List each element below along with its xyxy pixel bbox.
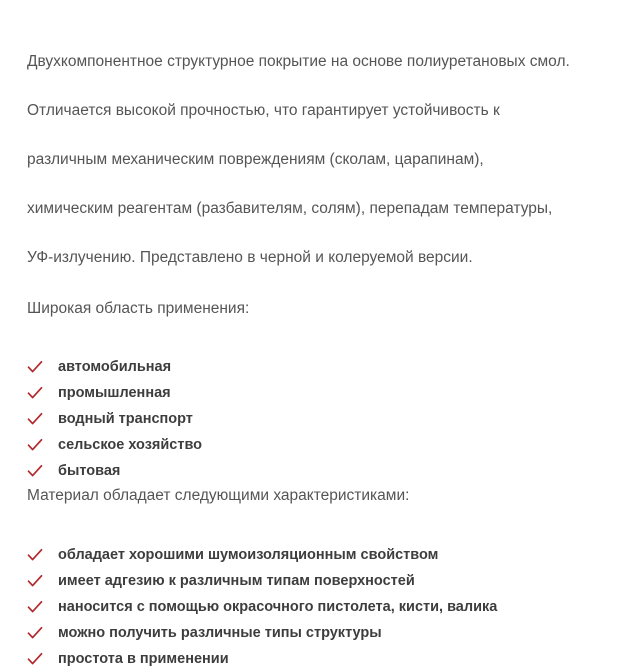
characteristics-heading: Материал обладает следующими характеристиками: [27, 486, 410, 504]
check-icon [27, 652, 43, 666]
list-item-label: сельское хозяйство [58, 436, 203, 453]
product-description [27, 25, 607, 672]
check-icon [27, 574, 43, 588]
check-icon [27, 548, 43, 562]
list-item [27, 354, 607, 380]
list-item [27, 542, 607, 568]
intro-line: УФ-излучению. Представлено в черной и колеруемой версии. [27, 249, 473, 267]
intro-line: химическим реагентам (разбавителям, солям), перепадам температуры, [27, 200, 553, 218]
check-icon [27, 600, 43, 614]
list-item [27, 620, 607, 646]
list-item [27, 432, 607, 458]
check-icon [27, 626, 43, 640]
list-item [27, 568, 607, 594]
intro-line: Двухкомпонентное структурное покрытие на основе полиуретановых смол. [27, 52, 570, 70]
applications-list [27, 354, 607, 484]
list-item-label: промышленная [58, 384, 171, 401]
list-item [27, 458, 607, 484]
list-item [27, 646, 607, 672]
check-icon [27, 360, 43, 374]
list-item-label: обладает хорошими шумоизоляционным свойством [58, 546, 439, 563]
applications-heading: Широкая область применения: [27, 299, 250, 317]
intro-line: различным механическим повреждениям (сколам, царапинам), [27, 150, 484, 168]
check-icon [27, 438, 43, 452]
intro-paragraph [27, 25, 607, 271]
list-item-label: автомобильная [58, 358, 172, 375]
list-item-label: имеет адгезию к различным типам поверхностей [58, 572, 415, 589]
list-item-label: наносится с помощью окрасочного пистолета, кисти, валика [58, 598, 498, 615]
list-item [27, 380, 607, 406]
list-item [27, 406, 607, 432]
list-item-label: можно получить различные типы структуры [58, 624, 382, 641]
characteristics-list [27, 542, 607, 672]
list-item-label: простота в применении [58, 650, 229, 667]
check-icon [27, 386, 43, 400]
list-item-label: бытовая [58, 462, 121, 479]
intro-line: Отличается высокой прочностью, что гарантирует устойчивость к [27, 101, 500, 119]
list-item [27, 594, 607, 620]
check-icon [27, 464, 43, 478]
check-icon [27, 412, 43, 426]
list-item-label: водный транспорт [58, 410, 193, 427]
